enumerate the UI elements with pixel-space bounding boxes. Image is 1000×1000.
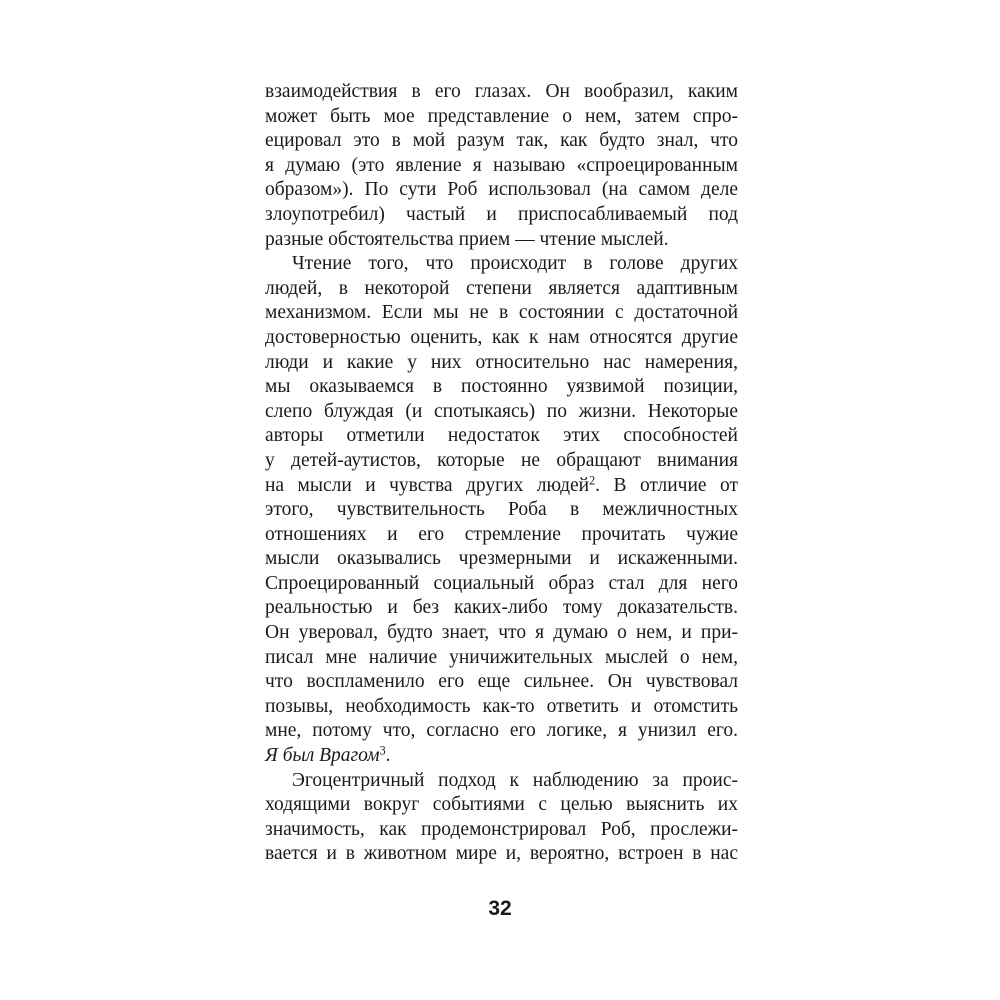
- text-segment: позывы, необходимость как-то ответить и отомстить: [265, 695, 739, 717]
- text-segment: может быть мое представление о нем, затем спро-: [265, 105, 738, 127]
- text-segment: значимость, как продемонстрировал Роб, прослежи-: [265, 818, 738, 840]
- text-segment: злоупотребил) частый и приспосабливаемый под: [265, 203, 738, 225]
- text-line: [265, 695, 738, 720]
- text-line: [265, 375, 738, 400]
- text-line: [265, 400, 738, 425]
- text-line: [265, 818, 738, 843]
- text-line: [265, 424, 738, 449]
- text-segment: мне, потому что, согласно его логике, я унизил его.: [265, 720, 738, 742]
- text-segment: на мысли и чувства других людей: [265, 474, 590, 496]
- text-segment: взаимодействия в его глазах. Он вообразил, каким: [265, 81, 739, 102]
- text-line: [265, 228, 738, 253]
- footnote-marker: 2: [589, 472, 596, 487]
- text-line: [265, 129, 738, 154]
- text-segment: разные обстоятельства прием — чтение мыслей.: [265, 228, 669, 250]
- page-number: 32: [488, 897, 512, 920]
- text-segment: Спроецированный социальный образ стал для него: [265, 572, 738, 594]
- text-segment: мы оказываемся в постоянно уязвимой позиции,: [265, 376, 739, 398]
- footnote-marker: 3: [379, 743, 386, 758]
- text-segment: . В отличие от: [595, 474, 738, 496]
- text-line: [265, 523, 738, 548]
- text-segment: механизмом. Если мы не в состоянии с достаточной: [265, 302, 739, 324]
- text-segment: авторы отметили недостаток этих способностей: [265, 425, 738, 447]
- text-segment: мысли оказывались чрезмерными и искаженными.: [265, 548, 738, 570]
- text-line: [265, 744, 738, 769]
- text-line: [265, 670, 738, 695]
- text-segment: этого, чувствительность Роба в межличностных: [265, 499, 738, 521]
- text-segment: слепо блуждая (и спотыкаясь) по жизни. Некоторые: [265, 400, 739, 422]
- text-line: [265, 203, 738, 228]
- text-segment: образом»). По сути Роб использовал (на самом деле: [265, 179, 739, 201]
- text-segment: Я был Врагом: [265, 745, 380, 767]
- text-segment: ецировал это в мой разум так, как будто знал, что: [265, 130, 738, 152]
- text-segment: Чтение того, что происходит в голове других: [292, 253, 739, 275]
- text-line: [265, 572, 738, 597]
- text-line: [265, 596, 738, 621]
- text-segment: ходящими вокруг событиями с целью выяснить их: [265, 794, 738, 816]
- text-line: [265, 301, 738, 326]
- text-line: [265, 793, 738, 818]
- text-line: [265, 621, 738, 646]
- text-segment: людей, в некоторой степени является адаптивным: [265, 277, 738, 299]
- text-segment: реальностью и без каких-либо тому доказательств.: [265, 597, 738, 619]
- text-segment: .: [385, 745, 391, 767]
- text-segment: писал мне наличие уничижительных мыслей о нем,: [265, 646, 739, 668]
- text-segment: Он уверовал, будто знает, что я думаю о нем, и при-: [265, 622, 739, 644]
- text-line: [265, 351, 738, 376]
- text-line: [265, 449, 738, 474]
- body-text: [265, 80, 738, 867]
- text-line: [265, 842, 738, 867]
- text-line: [265, 252, 738, 277]
- text-segment: что воспламенило его еще сильнее. Он чувствовал: [265, 671, 739, 693]
- text-segment: отношениях и его стремление прочитать чужие: [265, 523, 739, 545]
- text-line: [265, 474, 738, 499]
- text-line: [265, 646, 738, 671]
- text-segment: я думаю (это явление я называю «спроецированным: [265, 154, 738, 176]
- text-line: [265, 80, 738, 105]
- text-line: [265, 498, 738, 523]
- text-line: [265, 326, 738, 351]
- text-line: [265, 154, 738, 179]
- text-line: [265, 719, 738, 744]
- text-line: [265, 178, 738, 203]
- text-line: [265, 105, 738, 130]
- text-segment: Эгоцентричный подход к наблюдению за проис-: [292, 769, 738, 791]
- text-line: [265, 547, 738, 572]
- text-segment: вается и в животном мире и, вероятно, встроен в нас: [265, 843, 738, 865]
- text-line: [265, 277, 738, 302]
- text-segment: люди и какие у них относительно нас намерения,: [265, 351, 738, 373]
- text-segment: достоверностью оценить, как к нам относятся другие: [265, 326, 739, 348]
- text-segment: у детей-аутистов, которые не обращают внимания: [265, 449, 738, 471]
- text-line: [265, 769, 738, 794]
